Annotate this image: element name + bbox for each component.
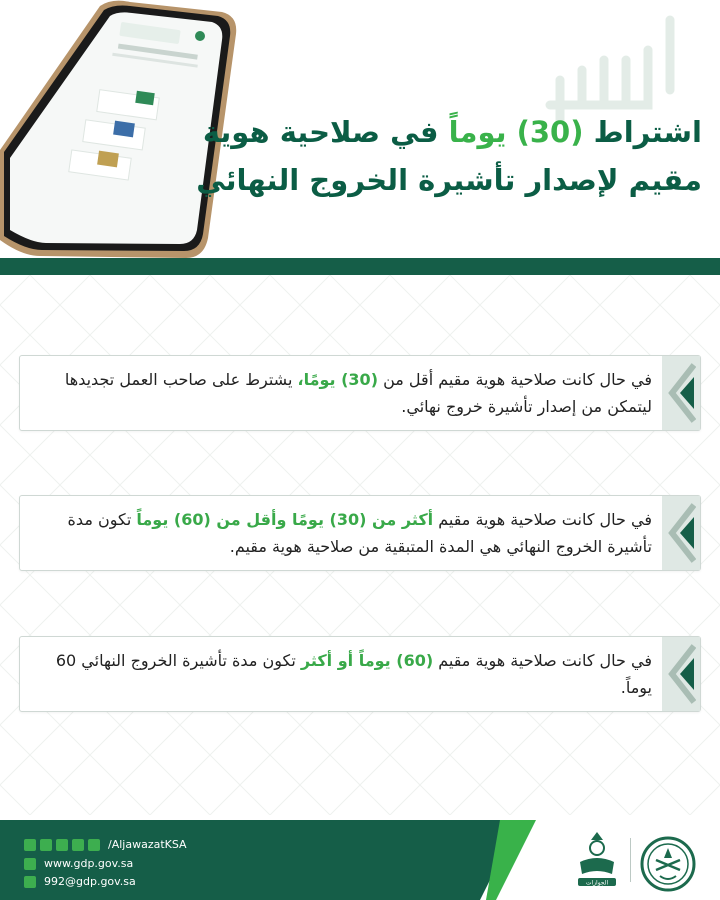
chevron-left-icon [668,363,696,423]
info-card-1 [19,355,701,431]
chevron-left-icon [668,503,696,563]
card-text-pre: في حال كانت صلاحية هوية مقيم أقل من [383,370,652,389]
x-icon[interactable] [56,839,68,851]
mail-icon [24,876,36,888]
logo-text: الجوازات [585,879,609,887]
card-text-post: يشترط على صاحب العمل تجديدها ليتمكن من إصدار تأشيرة خروج نهائي. [64,370,652,416]
social-handle[interactable]: /AljawazatKSA [108,838,187,851]
jawazat-logo [572,828,622,894]
website-row [24,857,133,870]
page-title [142,108,702,204]
card-text-pre: في حال كانت صلاحية هوية مقيم [438,651,652,670]
card-text-highlight: أكثر من (30) يومًا وأقل من (60) يوماً [136,510,434,529]
title-line-1 [142,108,702,156]
instagram-icon[interactable] [88,839,100,851]
email-row [24,875,136,888]
globe-icon [24,858,36,870]
info-card-2 [19,495,701,571]
email-link[interactable]: 992@gdp.gov.sa [44,875,136,888]
ministry-emblem-icon [640,836,696,892]
card-tab [662,637,700,711]
card-tab [662,496,700,570]
title-part-1: اشتراط [593,115,702,149]
footer-divider [630,838,631,882]
card-text-highlight: (30) يومًا، [297,370,378,389]
card-text [34,647,652,701]
card-tab [662,356,700,430]
website-link[interactable]: www.gdp.gov.sa [44,857,134,870]
card-text-post: تكون مدة تأشيرة الخروج النهائي هي المدة المتبقية من صلاحية هوية مقيم. [67,510,652,556]
youtube-icon[interactable] [24,839,36,851]
chevron-left-icon [668,644,696,704]
card-text [34,366,652,420]
snapchat-icon[interactable] [72,839,84,851]
header-band [0,258,720,275]
social-row [24,838,187,851]
title-line-2: مقيم لإصدار تأشيرة الخروج النهائي [196,163,702,197]
card-text [34,506,652,560]
card-text-pre: في حال كانت صلاحية هوية مقيم [438,510,652,529]
title-accent: (30) يوماً [448,115,584,149]
title-part-2: في صلاحية هوية [202,115,439,149]
card-text-highlight: (60) يوماً أو أكثر [300,651,434,670]
info-card-3 [19,636,701,712]
facebook-icon[interactable] [40,839,52,851]
footer [0,820,720,900]
card-text-post: تكون مدة تأشيرة الخروج النهائي 60 يوماً. [55,651,652,697]
